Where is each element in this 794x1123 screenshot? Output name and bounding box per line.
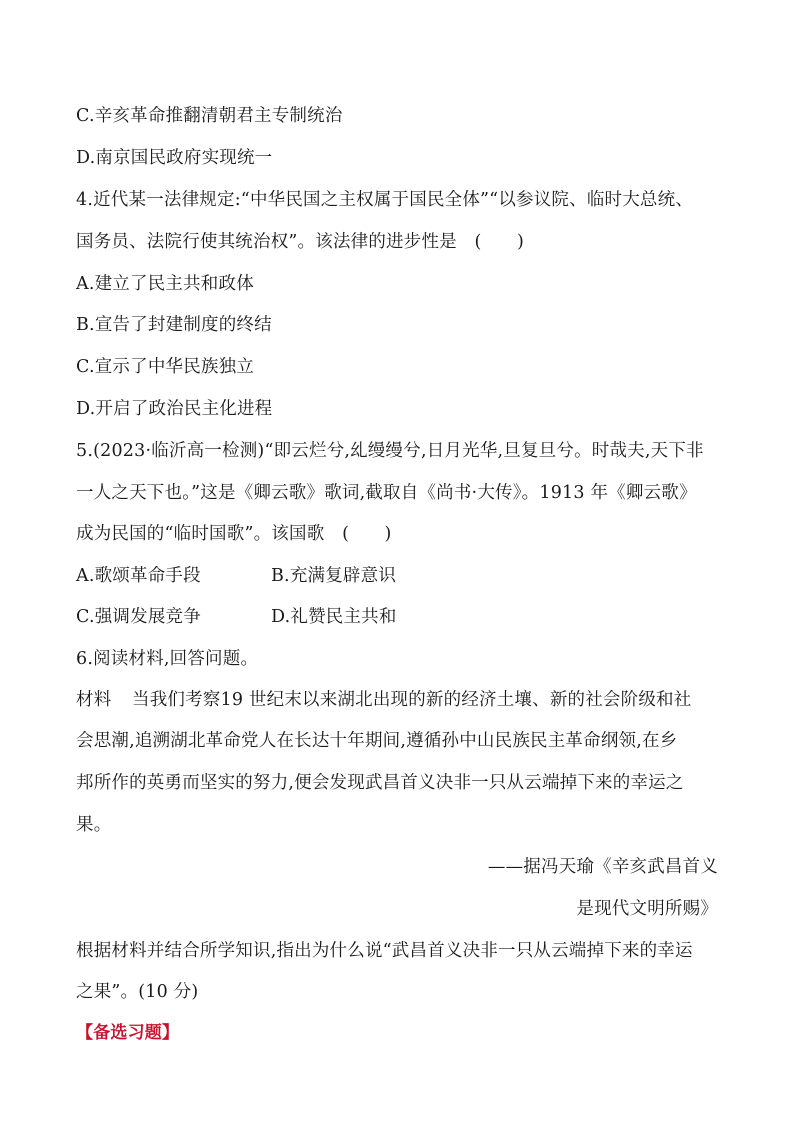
q5-option-a: A.歌颂革命手段 [76, 566, 201, 586]
q5-option-b: B.充满复辟意识 [271, 566, 397, 586]
q5-stem-line-1: 5.(2023·临沂高一检测)“即云烂兮,乣缦缦兮,日月光华,旦复旦兮。时哉夫,天下非 [76, 441, 704, 461]
q6-material-line-1 [76, 688, 691, 712]
q5-stem-line-3: 成为民国的“临时国歌”。该国歌 ( ) [76, 524, 392, 544]
material-text: 当我们考察19 世纪末以来湖北出现的新的经济土壤、新的社会阶级和社 [132, 690, 692, 710]
q6-material-line-3: 邦所作的英勇而坚实的努力,便会发现武昌首义决非一只从云端掉下来的幸运之 [76, 773, 684, 793]
q6-stem: 6.阅读材料,回答问题。 [76, 649, 259, 669]
q6-material-line-4: 果。 [76, 815, 112, 835]
q4-option-b: B.宣告了封建制度的终结 [76, 315, 272, 335]
q4-option-c: C.宣示了中华民族独立 [76, 357, 255, 377]
q5-options-row-1 [76, 564, 476, 588]
q6-material-line-2: 会思潮,追溯湖北革命党人在长达十年期间,遵循孙中山民族民主革命纲领,在乡 [76, 731, 678, 751]
q5-stem-line-2: 一人之天下也。”这是《卿云歌》歌词,截取自《尚书·大传》。1913 年《卿云歌》 [76, 483, 697, 503]
q4-option-d: D.开启了政治民主化进程 [76, 399, 273, 419]
q3-option-c: C.辛亥革命推翻清朝君主专制统治 [76, 106, 343, 126]
q3-option-d: D.南京国民政府实现统一 [76, 148, 273, 168]
q6-source-line-1: ——据冯天瑜《辛亥武昌首义 [487, 857, 718, 877]
q4-option-a: A.建立了民主共和政体 [76, 274, 254, 294]
q6-source-line-2: 是现代文明所赐》 [576, 899, 718, 919]
q4-stem-line-2: 国务员、法院行使其统治权”。该法律的进步性是 ( ) [76, 232, 524, 252]
section-tag-backup-exercises: 【备选习题】 [76, 1023, 180, 1043]
q5-options-row-2 [76, 605, 476, 629]
q6-question-line-2: 之果”。(10 分) [76, 982, 199, 1002]
q5-option-d: D.礼赞民主共和 [271, 607, 397, 627]
q5-option-c: C.强调发展竞争 [76, 607, 201, 627]
q4-stem-line-1: 4.近代某一法律规定:“中华民国之主权属于国民全体”“以参议院、临时大总统、 [76, 190, 694, 210]
q6-question-line-1: 根据材料并结合所学知识,指出为什么说“武昌首义决非一只从云端掉下来的幸运 [76, 941, 693, 961]
material-label: 材料 [76, 690, 112, 710]
